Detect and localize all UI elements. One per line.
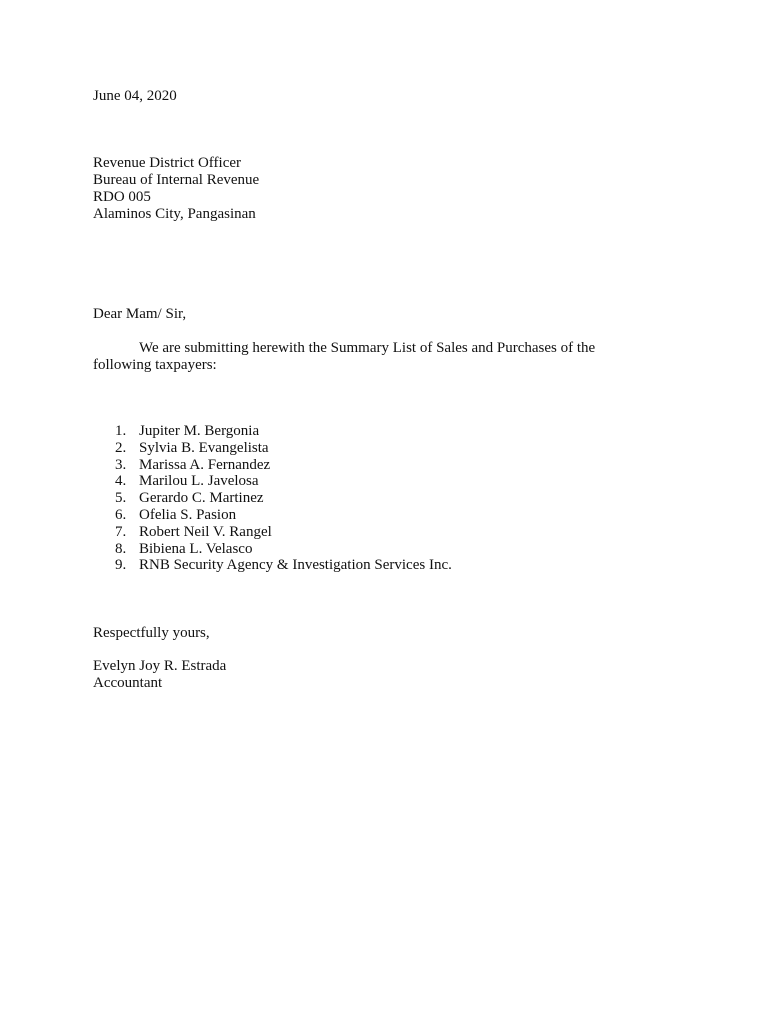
list-item-number: 8. [115, 540, 127, 557]
list-item-number: 7. [115, 523, 127, 540]
signatory-title: Accountant [93, 675, 163, 691]
body-line-1: We are submitting herewith the Summary List of Sales and Purchases of the [139, 340, 596, 356]
recipient-agency: Bureau of Internal Revenue [93, 172, 260, 188]
signatory-name: Evelyn Joy R. Estrada [93, 658, 227, 674]
signature-block [93, 658, 226, 692]
closing-text: Respectfully yours, [93, 625, 210, 641]
list-item-name: Bibiena L. Velasco [139, 540, 253, 557]
list-item-number: 9. [115, 557, 127, 574]
list-item-number: 5. [115, 490, 127, 507]
list-item-number: 6. [115, 506, 127, 523]
salutation-text: Dear Mam/ Sir, [93, 306, 187, 322]
recipient-rdo: RDO 005 [93, 189, 151, 205]
list-item-name: Jupiter M. Bergonia [139, 423, 260, 439]
recipient-address [93, 155, 259, 223]
list-item-name: Marissa A. Fernandez [139, 456, 271, 473]
list-item-number: 2. [115, 439, 127, 456]
body-paragraph [93, 340, 633, 374]
letter-date [93, 88, 177, 105]
list-item-name: Gerardo C. Martinez [139, 490, 264, 507]
list-item-name: RNB Security Agency & Investigation Services Inc. [139, 557, 452, 574]
list-item-name: Ofelia S. Pasion [139, 506, 237, 523]
closing [93, 625, 210, 642]
list-item-name: Sylvia B. Evangelista [139, 439, 269, 456]
recipient-title: Revenue District Officer [93, 155, 242, 171]
salutation [93, 306, 186, 323]
list-item-number: 4. [115, 473, 127, 490]
list-item-name: Robert Neil V. Rangel [139, 523, 272, 540]
list-item-name: Marilou L. Javelosa [139, 473, 259, 490]
list-item-number: 3. [115, 456, 127, 473]
body-line-2: following taxpayers: [93, 357, 217, 373]
date-text: June 04, 2020 [93, 88, 177, 104]
list-item-number: 1. [115, 423, 127, 439]
recipient-location: Alaminos City, Pangasinan [93, 206, 256, 222]
